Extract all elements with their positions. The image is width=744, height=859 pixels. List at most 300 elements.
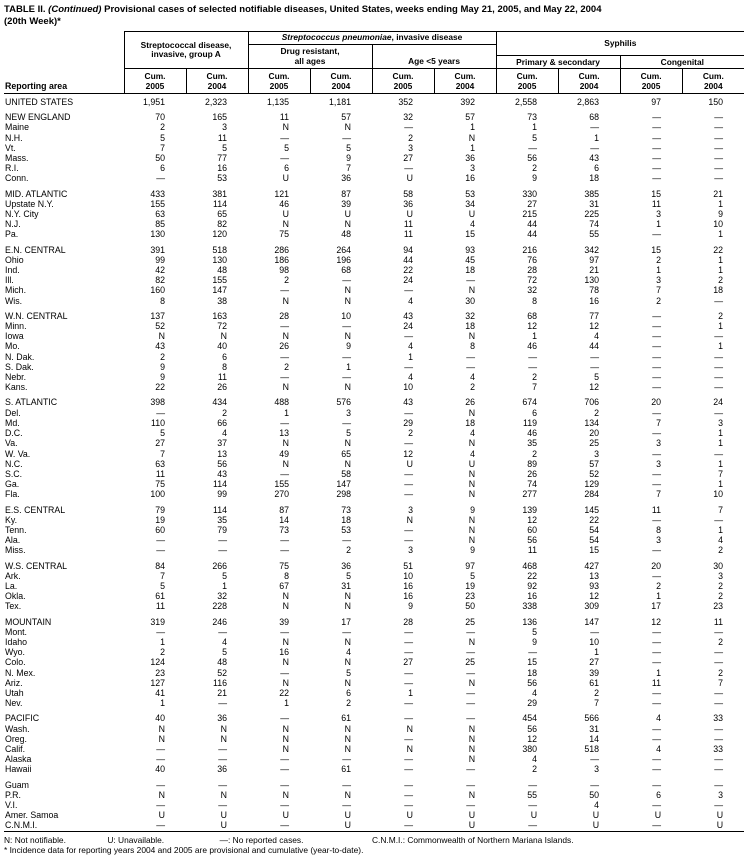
group-a-header [124, 32, 248, 69]
value-cell: — [590, 142, 600, 153]
value-cell: 44 [403, 254, 413, 265]
value-cell: 75 [279, 229, 289, 240]
value-cell: 82 [217, 219, 227, 230]
value-cell: 45 [465, 254, 476, 265]
value-cell: N [282, 636, 289, 647]
reporting-area-cell: Ky. [5, 514, 18, 525]
value-cell: 33 [713, 743, 724, 754]
value-cell: — [652, 331, 662, 342]
value-cell: — [590, 754, 600, 765]
table-section [4, 94, 744, 108]
value-cell: 147 [336, 479, 351, 490]
value-cell: 12 [403, 448, 413, 459]
reporting-area-cell: D.C. [5, 428, 23, 439]
reporting-area-cell: Nev. [5, 698, 23, 709]
value-cell: 28 [279, 310, 289, 321]
value-cell: 380 [522, 743, 538, 754]
value-cell: 1 [470, 122, 476, 133]
table-row [4, 469, 744, 479]
value-cell: — [280, 372, 289, 383]
value-cell: 61 [155, 591, 165, 602]
table-row [4, 489, 744, 499]
value-cell: 7 [718, 504, 724, 515]
reporting-area-cell: Tex. [5, 601, 22, 612]
value-cell: 20 [651, 397, 662, 408]
table-row [4, 556, 744, 571]
value-cell: — [466, 275, 476, 286]
value-cell: 11 [713, 616, 724, 627]
cum-2005-header: Cum. 2005 [124, 69, 186, 94]
value-cell: 39 [279, 616, 289, 627]
value-cell: 78 [589, 285, 600, 296]
table-row [4, 122, 744, 132]
value-cell: 2 [656, 295, 662, 306]
value-cell: 3 [656, 275, 662, 286]
value-cell: 10 [589, 636, 600, 647]
title-continued: (Continued) [48, 4, 102, 15]
table-row [4, 668, 744, 678]
value-cell: 10 [403, 382, 413, 393]
reporting-area-cell: Amer. Samoa [5, 810, 59, 821]
value-cell: 518 [212, 244, 227, 255]
reporting-area-cell: Mont. [5, 626, 28, 637]
value-cell: 11 [155, 468, 165, 479]
group-a-line1: Streptococcal disease, [140, 39, 232, 50]
value-cell: U [406, 173, 413, 184]
table-row [4, 184, 744, 199]
value-cell: 1 [656, 265, 662, 276]
value-cell: 2 [718, 310, 724, 321]
table-row [4, 500, 744, 515]
reporting-area-cell: E.S. CENTRAL [5, 504, 66, 515]
reporting-area-cell: Maine [5, 122, 29, 133]
value-cell: N [220, 331, 227, 342]
value-cell: — [466, 687, 476, 698]
reporting-area-cell: Colo. [5, 657, 26, 668]
value-cell: 3 [656, 209, 662, 220]
value-cell: 10 [403, 570, 413, 581]
value-cell: 215 [522, 209, 538, 220]
reporting-area-cell: S. Dak. [5, 361, 34, 372]
value-cell: 2 [718, 545, 724, 556]
table-section [4, 556, 744, 612]
value-cell: — [218, 626, 227, 637]
value-cell: 1 [718, 254, 724, 265]
value-cell: — [652, 153, 662, 164]
table-row [4, 408, 744, 418]
value-cell: N [282, 382, 289, 393]
value-cell: 68 [589, 112, 600, 123]
value-cell: 342 [584, 244, 600, 255]
value-cell: 56 [527, 535, 538, 546]
value-cell: 1 [718, 428, 724, 439]
value-cell: U [220, 820, 227, 831]
value-cell: 309 [584, 601, 600, 612]
value-cell: — [342, 417, 351, 428]
value-cell: — [342, 321, 351, 332]
value-cell: — [652, 428, 662, 439]
reporting-area-cell: Ind. [5, 265, 20, 276]
value-cell: — [404, 733, 413, 744]
value-cell: 2 [346, 545, 351, 556]
table-row [4, 240, 744, 255]
table-row [4, 382, 744, 392]
value-cell: 84 [155, 560, 165, 571]
value-cell: — [466, 647, 476, 658]
value-cell: 5 [284, 142, 289, 153]
value-cell: 3 [718, 789, 724, 800]
value-cell: 1 [594, 647, 600, 658]
value-cell: 97 [465, 560, 476, 571]
value-cell: 114 [212, 198, 227, 209]
value-cell: 100 [150, 489, 165, 500]
value-cell: 12 [589, 591, 600, 602]
value-cell: — [404, 285, 413, 296]
value-cell: — [280, 351, 289, 362]
value-cell: 5 [346, 667, 351, 678]
reporting-area-cell: Utah [5, 687, 24, 698]
value-cell: 9 [532, 636, 538, 647]
value-cell: — [156, 173, 165, 184]
value-cell: — [156, 800, 165, 810]
value-cell: 16 [465, 173, 476, 184]
value-cell: — [156, 743, 165, 754]
table-row [4, 764, 744, 774]
reporting-area-cell: Wis. [5, 295, 23, 306]
value-cell: 114 [212, 504, 227, 515]
table-row [4, 199, 744, 209]
value-cell: — [652, 779, 662, 790]
value-cell: — [652, 723, 662, 734]
value-cell: — [714, 372, 724, 383]
reporting-area-cell: Pa. [5, 229, 19, 240]
value-cell: 2 [408, 132, 413, 143]
value-cell: N [344, 733, 351, 744]
value-cell: 76 [527, 254, 538, 265]
value-cell: — [218, 545, 227, 556]
value-cell: — [652, 132, 662, 143]
table-row [4, 372, 744, 382]
value-cell: N [468, 789, 476, 800]
value-cell: 134 [584, 417, 600, 428]
reporting-area-cell: Okla. [5, 591, 26, 602]
value-cell: 99 [155, 254, 165, 265]
value-cell: 427 [584, 560, 600, 571]
value-cell: N [282, 677, 289, 688]
value-cell: 5 [346, 570, 351, 581]
value-cell: 43 [589, 153, 600, 164]
reporting-area-cell: S.C. [5, 468, 23, 479]
value-cell: — [218, 535, 227, 546]
reporting-area-cell: Wyo. [5, 647, 25, 658]
title-label: TABLE II. [4, 4, 46, 15]
value-cell: 246 [212, 616, 227, 627]
value-cell: 18 [465, 265, 476, 276]
table-row [4, 698, 744, 708]
value-cell: N [468, 677, 476, 688]
value-cell: 454 [522, 713, 538, 724]
table-row [4, 459, 744, 469]
value-cell: 3 [222, 122, 227, 133]
value-cell: 40 [155, 713, 165, 724]
value-cell: 286 [274, 244, 289, 255]
table-row [4, 627, 744, 637]
value-cell: 2,323 [204, 97, 227, 107]
table-row [4, 525, 744, 535]
table-row [4, 688, 744, 698]
value-cell: — [404, 754, 413, 765]
value-cell: U [592, 820, 600, 831]
value-cell: — [280, 667, 289, 678]
value-cell: 2 [284, 361, 289, 372]
value-cell: 1 [408, 687, 413, 698]
value-cell: N [344, 285, 351, 296]
value-cell: — [528, 800, 538, 810]
value-cell: — [404, 524, 413, 535]
value-cell: — [652, 407, 662, 418]
value-cell: — [466, 351, 476, 362]
value-cell: — [280, 820, 289, 831]
value-cell: 9 [346, 153, 351, 164]
value-cell: 60 [155, 524, 165, 535]
value-cell: — [714, 733, 724, 744]
value-cell: 63 [155, 458, 165, 469]
value-cell: 284 [584, 489, 600, 500]
value-cell: — [342, 275, 351, 286]
value-cell: — [404, 479, 413, 490]
value-cell: N [344, 743, 351, 754]
reporting-area-cell: N.C. [5, 458, 23, 469]
value-cell: — [714, 173, 724, 184]
value-cell: 2 [160, 351, 165, 362]
value-cell: — [714, 698, 724, 709]
value-cell: N [406, 514, 413, 525]
value-cell: 4 [346, 647, 351, 658]
value-cell: — [404, 667, 413, 678]
value-cell: N [344, 657, 351, 668]
value-cell: 16 [403, 591, 413, 602]
value-cell: N [468, 438, 476, 449]
table-row [4, 229, 744, 239]
value-cell: 8 [222, 361, 227, 372]
value-cell: 38 [217, 295, 227, 306]
value-cell: N [282, 743, 289, 754]
table-row [4, 612, 744, 627]
value-cell: 93 [465, 244, 476, 255]
value-cell: 18 [341, 514, 351, 525]
value-cell: 79 [217, 524, 227, 535]
value-cell: 266 [212, 560, 227, 571]
reporting-area-cell: Mich. [5, 285, 27, 296]
value-cell: 46 [527, 428, 538, 439]
value-cell: — [652, 173, 662, 184]
value-cell: — [652, 754, 662, 765]
value-cell: 35 [217, 514, 227, 525]
value-cell: 1 [718, 229, 724, 240]
value-cell: 3 [718, 417, 724, 428]
value-cell: 14 [279, 514, 289, 525]
value-cell: — [280, 468, 289, 479]
value-cell: 2 [532, 764, 538, 775]
table-row [4, 535, 744, 545]
value-cell: — [714, 779, 724, 790]
value-cell: 576 [336, 397, 351, 408]
value-cell: N [158, 789, 165, 800]
value-cell: 31 [589, 198, 600, 209]
reporting-area-cell: Vt. [5, 142, 16, 153]
value-cell: — [156, 820, 165, 831]
table-row [4, 790, 744, 800]
value-cell: 1 [718, 458, 724, 469]
value-cell: 15 [589, 545, 600, 556]
value-cell: — [342, 535, 351, 546]
table-row [4, 438, 744, 448]
value-cell: 518 [584, 743, 600, 754]
value-cell: 49 [279, 448, 289, 459]
value-cell: U [468, 820, 476, 831]
value-cell: 130 [212, 254, 227, 265]
value-cell: — [404, 789, 413, 800]
value-cell: — [404, 122, 413, 133]
value-cell: 16 [279, 647, 289, 658]
value-cell: 20 [589, 428, 600, 439]
table-row [4, 173, 744, 183]
value-cell: — [156, 545, 165, 556]
value-cell: 4 [470, 219, 476, 230]
value-cell: — [280, 153, 289, 164]
value-cell: 186 [274, 254, 289, 265]
value-cell: — [466, 667, 476, 678]
value-cell: 7 [532, 382, 538, 393]
value-cell: 22 [155, 382, 165, 393]
value-cell: 121 [274, 188, 289, 199]
value-cell: N [282, 601, 289, 612]
table-row [4, 362, 744, 372]
value-cell: 3 [718, 570, 724, 581]
value-cell: N [468, 468, 476, 479]
value-cell: 1 [718, 265, 724, 276]
value-cell: 63 [155, 209, 165, 220]
table-section [4, 306, 744, 393]
reporting-area-cell: W.S. CENTRAL [5, 560, 68, 571]
value-cell: 8 [532, 295, 538, 306]
reporting-area-cell: Tenn. [5, 524, 27, 535]
reporting-area-cell: Alaska [5, 754, 32, 765]
value-cell: 21 [713, 188, 724, 199]
value-cell: — [590, 361, 600, 372]
value-cell: 2 [656, 580, 662, 591]
reporting-area-cell: Fla. [5, 489, 20, 500]
value-cell: 4 [408, 341, 413, 352]
table-row [4, 133, 744, 143]
value-cell: 12 [527, 733, 538, 744]
value-cell: 15 [651, 244, 662, 255]
value-cell: N [468, 754, 476, 765]
value-cell: 5 [532, 626, 538, 637]
value-cell: N [282, 458, 289, 469]
value-cell: 139 [522, 504, 538, 515]
table-section [4, 500, 744, 556]
value-cell: 15 [465, 229, 476, 240]
value-cell: — [652, 626, 662, 637]
value-cell: 22 [403, 265, 413, 276]
reporting-area-cell: MID. ATLANTIC [5, 188, 68, 199]
value-cell: N [344, 382, 351, 393]
reporting-area-cell: E.N. CENTRAL [5, 244, 66, 255]
primary-secondary-header: Primary & secondary [496, 56, 620, 69]
value-cell: 6 [284, 163, 289, 174]
drug-resistant-line1: Drug resistant, [280, 46, 340, 56]
value-cell: — [404, 361, 413, 372]
reporting-area-cell: W.N. CENTRAL [5, 310, 68, 321]
value-cell: — [652, 351, 662, 362]
table-row [4, 708, 744, 723]
reporting-area-cell: Miss. [5, 545, 26, 556]
value-cell: 11 [155, 601, 165, 612]
value-cell: 1 [718, 321, 724, 332]
table-row [4, 352, 744, 362]
value-cell: 1 [656, 219, 662, 230]
value-cell: — [652, 545, 662, 556]
value-cell: 25 [465, 616, 476, 627]
value-cell: 8 [656, 524, 662, 535]
value-cell: 54 [589, 535, 600, 546]
value-cell: N [468, 535, 476, 546]
value-cell: N [220, 789, 227, 800]
table-section [4, 240, 744, 306]
value-cell: 31 [589, 723, 600, 734]
value-cell: 270 [274, 489, 289, 500]
value-cell: — [404, 438, 413, 449]
value-cell: — [528, 820, 538, 831]
value-cell: 30 [713, 560, 724, 571]
value-cell: 4 [532, 687, 538, 698]
reporting-area-cell: Iowa [5, 331, 24, 342]
reporting-area-cell: Calif. [5, 743, 26, 754]
value-cell: 2,558 [515, 97, 538, 107]
value-cell: — [714, 122, 724, 133]
value-cell: 60 [527, 524, 538, 535]
value-cell: N [158, 723, 165, 734]
value-cell: 79 [155, 504, 165, 515]
value-cell: 61 [341, 713, 351, 724]
value-cell: 2 [470, 382, 476, 393]
value-cell: 674 [522, 397, 538, 408]
value-cell: 14 [589, 733, 600, 744]
table-row [4, 601, 744, 611]
value-cell: 22 [279, 687, 289, 698]
value-cell: 73 [341, 504, 351, 515]
value-cell: 3 [346, 407, 351, 418]
value-cell: 56 [527, 677, 538, 688]
reporting-area-cell: Guam [5, 779, 29, 790]
reporting-area-cell: Md. [5, 417, 20, 428]
value-cell: 147 [212, 285, 227, 296]
reporting-area-cell: UNITED STATES [5, 97, 74, 107]
table-row [4, 647, 744, 657]
value-cell: — [280, 800, 289, 810]
value-cell: U [468, 209, 476, 220]
value-cell: 21 [217, 687, 227, 698]
value-cell: 52 [589, 468, 600, 479]
value-cell: U [406, 209, 413, 220]
value-cell: — [714, 295, 724, 306]
value-cell: U [282, 209, 289, 220]
value-cell: N [468, 489, 476, 500]
drug-resistant-header [248, 45, 372, 69]
reporting-area-cell: Del. [5, 407, 21, 418]
value-cell: 7 [718, 468, 724, 479]
